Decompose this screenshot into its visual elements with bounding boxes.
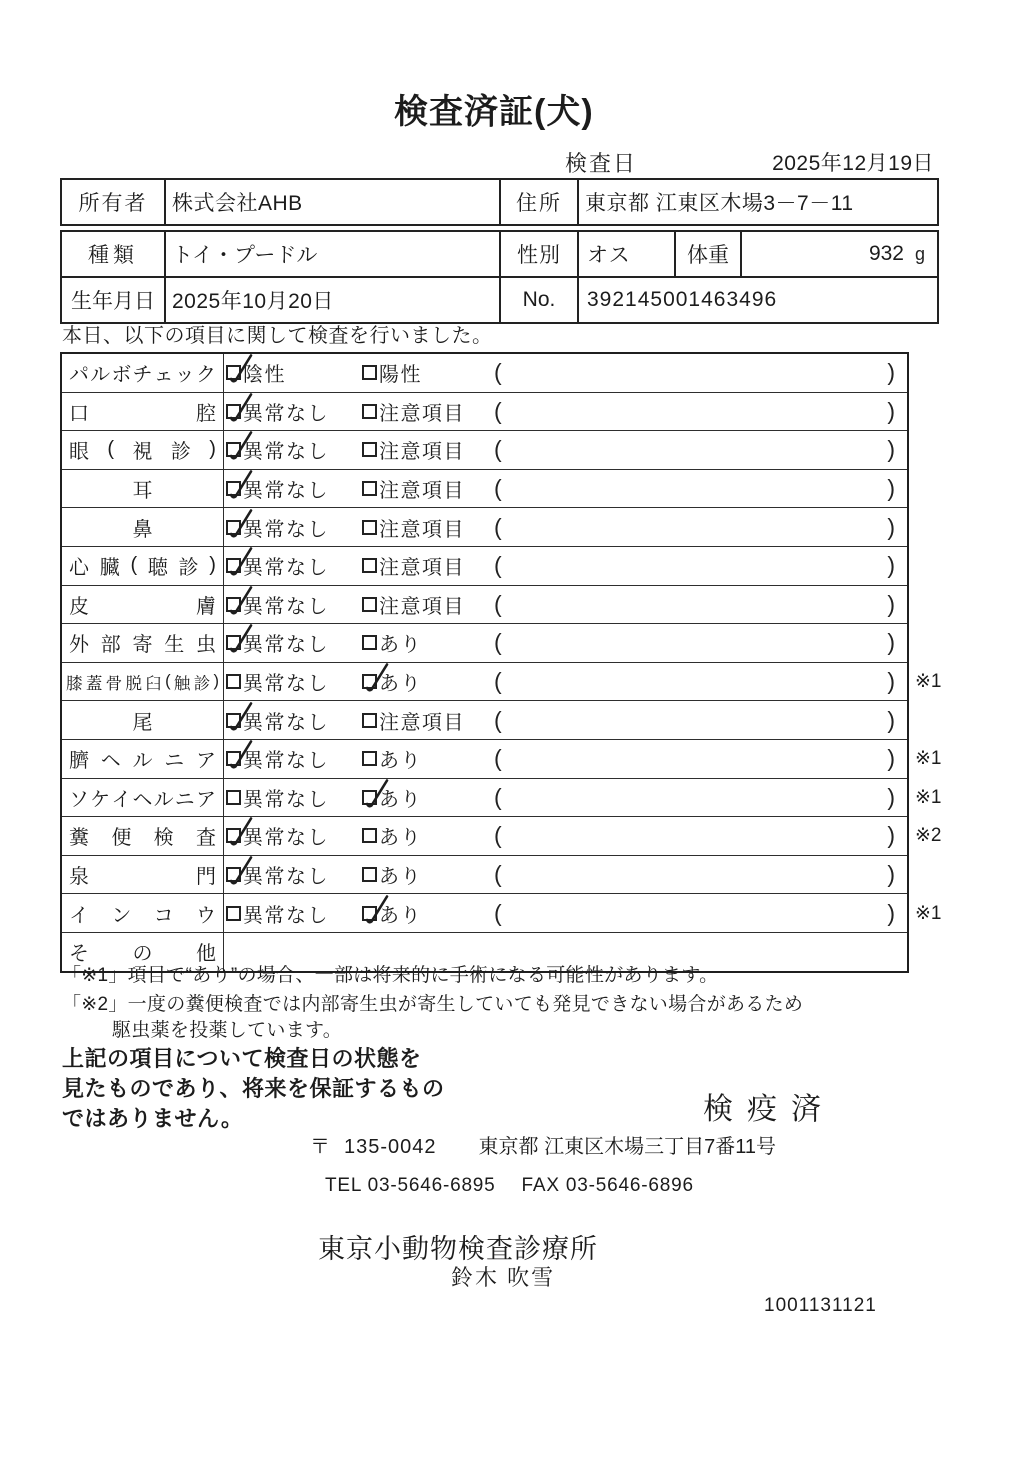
item-label-char: 眼 — [69, 441, 89, 464]
item-label-char: 視 — [132, 441, 153, 464]
option-2-label: あり — [379, 827, 422, 850]
checked-checkbox — [226, 558, 241, 573]
item-label — [62, 431, 224, 469]
item-label-char: そ — [69, 943, 89, 966]
option-2 — [362, 393, 465, 431]
item-label-char: 口 — [69, 402, 89, 425]
inspection-row — [62, 469, 907, 508]
note-paren-open: ( — [494, 590, 502, 617]
checked-checkbox — [362, 674, 377, 689]
item-label-char: 膝 — [66, 674, 83, 693]
option-1 — [226, 701, 329, 739]
reference-mark: ※1 — [915, 671, 942, 693]
item-label-char: チ — [132, 364, 153, 387]
inspection-row — [62, 354, 907, 392]
breed-label: 種類 — [88, 244, 138, 267]
checked-checkbox — [226, 828, 241, 843]
no-value: 392145001463496 — [577, 278, 937, 322]
clinic-telfax-line — [325, 1175, 694, 1197]
item-label-char: ) — [209, 554, 216, 577]
item-label-char: ( — [165, 672, 171, 691]
inspection-row — [62, 700, 907, 739]
item-label-char: ソ — [69, 788, 89, 811]
option-1-label: 異常なし — [243, 673, 329, 696]
empty-checkbox — [362, 867, 377, 882]
note-paren-close: ) — [887, 552, 895, 579]
item-label-char: ニ — [174, 788, 195, 811]
item-label — [62, 508, 224, 546]
checked-checkbox — [226, 404, 241, 419]
item-label — [62, 624, 224, 662]
inspection-row — [62, 623, 907, 662]
item-label-char: ヘ — [100, 750, 121, 773]
item-label-char: 診 — [193, 674, 211, 693]
page-title: 検査済証(犬) — [394, 93, 594, 131]
item-label-char: 膚 — [196, 595, 216, 618]
option-2 — [362, 431, 465, 469]
sex-label: 性別 — [499, 232, 577, 276]
inspection-row — [62, 893, 942, 932]
note-value — [517, 779, 877, 817]
option-1 — [226, 817, 329, 855]
option-1 — [226, 856, 329, 894]
item-label-char: ッ — [174, 364, 195, 387]
owner-name: 株式会社AHB — [164, 180, 499, 224]
option-1-label: 異常なし — [243, 750, 329, 773]
empty-checkbox — [226, 906, 241, 921]
clinic-tel: TEL 03-5646-6895 — [325, 1175, 496, 1196]
note-value — [517, 817, 877, 855]
item-label-char: 寄 — [132, 634, 153, 657]
item-label-char: 臼 — [145, 674, 162, 693]
inspection-row — [62, 739, 942, 778]
item-label-char: 糞 — [69, 827, 89, 850]
note-value — [517, 508, 877, 546]
item-label — [62, 470, 224, 508]
inspection-row — [62, 855, 907, 894]
empty-checkbox — [362, 365, 377, 380]
option-1 — [226, 663, 329, 701]
note-paren-open: ( — [494, 899, 502, 926]
pet-birth-row — [62, 278, 937, 322]
option-1-label: 異常なし — [243, 518, 329, 541]
note-paren-open: ( — [494, 783, 502, 810]
note-paren-open: ( — [494, 397, 502, 424]
option-1-label: 異常なし — [243, 711, 329, 734]
note-paren-open: ( — [494, 552, 502, 579]
option-1-label: 異常なし — [243, 441, 329, 464]
note-paren-close: ) — [887, 783, 895, 810]
option-1-label: 異常なし — [243, 634, 329, 657]
pet-breed-row — [62, 232, 937, 278]
item-label — [62, 779, 224, 817]
option-2-label: あり — [379, 634, 422, 657]
item-label-char: 部 — [100, 634, 121, 657]
note-paren-close: ) — [887, 513, 895, 540]
examiner-name: 鈴木 吹雪 — [451, 1265, 556, 1290]
item-label — [62, 894, 224, 932]
note-value — [517, 663, 877, 701]
empty-checkbox — [362, 558, 377, 573]
clinic-name: 東京小動物検査診療所 — [318, 1234, 598, 1264]
note-paren-close: ) — [887, 590, 895, 617]
item-label — [62, 701, 224, 739]
option-1-label: 異常なし — [243, 827, 329, 850]
note-paren-close: ) — [887, 899, 895, 926]
weight-number: 932 — [868, 242, 904, 265]
option-1-label: 異常なし — [243, 480, 329, 503]
item-label-char: 耳 — [132, 480, 153, 503]
option-2-label: あり — [379, 750, 422, 773]
item-label-char: 臍 — [69, 750, 89, 773]
item-label-char: ル — [90, 364, 111, 387]
note-paren-close: ) — [887, 822, 895, 849]
empty-checkbox — [362, 828, 377, 843]
empty-checkbox — [362, 520, 377, 535]
option-1-label: 陰性 — [243, 364, 286, 387]
option-1 — [226, 779, 329, 817]
inspection-row — [62, 546, 907, 585]
item-label-char: 皮 — [69, 595, 89, 618]
checked-checkbox — [226, 751, 241, 766]
item-label — [62, 393, 224, 431]
checked-checkbox — [362, 790, 377, 805]
note-paren-close: ) — [887, 861, 895, 888]
inspection-date-label: 検査日 — [565, 151, 638, 176]
item-label-char: 鼻 — [132, 518, 153, 541]
empty-checkbox — [362, 597, 377, 612]
empty-checkbox — [362, 751, 377, 766]
note-paren-close: ) — [887, 397, 895, 424]
footnote-1: 「※1」項目で“あり”の場合、一部は将来的に手術になる可能性があります。 — [62, 965, 719, 986]
weight-value — [740, 232, 937, 276]
note-paren-open: ( — [494, 861, 502, 888]
birth-value: 2025年10月20日 — [164, 278, 499, 322]
note-paren-open: ( — [494, 475, 502, 502]
clinic-address: 東京都 江東区木場三丁目7番11号 — [478, 1136, 776, 1158]
option-1-label: 異常なし — [243, 904, 329, 927]
inspection-row — [62, 662, 942, 701]
footnote-2: 「※2」一度の糞便検査では内部寄生虫が寄生していても発見できない場合があるため — [62, 994, 804, 1015]
item-label-char: 外 — [69, 634, 89, 657]
option-2 — [362, 586, 465, 624]
option-2-label: 注意項目 — [379, 518, 465, 541]
footnote-2-continued: 駆虫薬を投薬しています。 — [112, 1020, 343, 1041]
option-2 — [362, 701, 465, 739]
note-paren-close: ) — [887, 706, 895, 733]
item-label — [62, 354, 224, 392]
option-2-label: あり — [379, 788, 422, 811]
option-1-label: 異常なし — [243, 402, 329, 425]
note-value — [517, 431, 877, 469]
postal-mark: 〒 — [310, 1136, 330, 1158]
note-paren-close: ) — [887, 359, 895, 386]
option-2 — [362, 740, 422, 778]
inspection-row — [62, 585, 907, 624]
birth-label: 生年月日 — [71, 290, 155, 313]
note-value — [517, 701, 877, 739]
sex-value: オス — [577, 232, 674, 276]
note-value — [517, 740, 877, 778]
item-label-char: 他 — [196, 943, 216, 966]
option-1-label: 異常なし — [243, 866, 329, 889]
item-label — [62, 663, 224, 701]
note-paren-open: ( — [494, 668, 502, 695]
empty-checkbox — [362, 481, 377, 496]
item-label-char: ル — [132, 750, 153, 773]
option-2 — [362, 470, 465, 508]
note-value — [517, 586, 877, 624]
checked-checkbox — [226, 481, 241, 496]
item-label-char: ア — [196, 750, 216, 773]
option-2-label: あり — [379, 866, 422, 889]
option-1 — [226, 354, 286, 392]
inspection-table — [60, 352, 942, 973]
disclaimer-text — [62, 1044, 445, 1134]
inspection-row — [62, 392, 907, 431]
pet-table — [60, 230, 939, 324]
inspection-date-value: 2025年12月19日 — [772, 152, 934, 175]
note-paren-close: ) — [887, 629, 895, 656]
option-2 — [362, 817, 422, 855]
note-value — [517, 856, 877, 894]
item-label-char: 聴 — [147, 557, 168, 580]
option-2 — [362, 508, 465, 546]
item-label-char: 脱 — [125, 674, 142, 693]
option-2 — [362, 547, 465, 585]
owner-address: 東京都 江東区木場3－7－11 — [577, 180, 937, 224]
item-label-char: 生 — [164, 634, 185, 657]
item-label-char: 尾 — [132, 711, 153, 734]
item-label-char: 検 — [153, 827, 174, 850]
item-label-char: 便 — [111, 827, 132, 850]
item-label-char: 診 — [178, 557, 199, 580]
checked-checkbox — [362, 906, 377, 921]
item-label-char: 診 — [170, 441, 191, 464]
item-label-char: 腔 — [196, 402, 216, 425]
inspection-row — [62, 816, 942, 855]
item-label-char: イ — [69, 904, 89, 927]
document-code: 1001131121 — [764, 1295, 877, 1316]
checked-checkbox — [226, 867, 241, 882]
option-1 — [226, 470, 329, 508]
owner-label: 所有者 — [78, 192, 148, 215]
note-paren-open: ( — [494, 629, 502, 656]
item-label-char: ア — [195, 788, 216, 811]
note-value — [517, 624, 877, 662]
option-1-label: 異常なし — [243, 788, 329, 811]
empty-checkbox — [226, 674, 241, 689]
weight-label: 体重 — [674, 232, 740, 276]
note-paren-close: ) — [887, 668, 895, 695]
note-paren-open: ( — [494, 745, 502, 772]
note-paren-open: ( — [494, 359, 502, 386]
option-2-label: 注意項目 — [379, 595, 465, 618]
option-2-label: 注意項目 — [379, 711, 465, 734]
option-1 — [226, 624, 329, 662]
quarantine-stamp: 検疫済 — [703, 1093, 835, 1126]
note-paren-open: ( — [494, 706, 502, 733]
option-2-label: 陽性 — [379, 364, 422, 387]
note-paren-open: ( — [494, 513, 502, 540]
reference-mark: ※1 — [915, 748, 942, 770]
note-value — [517, 894, 877, 932]
note-paren-open: ( — [494, 436, 502, 463]
option-2 — [362, 779, 422, 817]
item-label — [62, 817, 224, 855]
empty-checkbox — [362, 442, 377, 457]
owner-address-label: 住所 — [499, 180, 577, 224]
reference-mark: ※1 — [915, 786, 942, 808]
note-paren-open: ( — [494, 822, 502, 849]
item-label-char: ヘ — [132, 788, 153, 811]
option-1 — [226, 894, 329, 932]
item-label-char: ケ — [90, 788, 111, 811]
option-2-label: 注意項目 — [379, 441, 465, 464]
note-value — [517, 354, 877, 392]
item-label-char: ( — [107, 438, 115, 461]
option-1-label: 異常なし — [243, 557, 329, 580]
item-label-char: イ — [111, 788, 132, 811]
disclaimer-line-3: ではありません。 — [62, 1106, 244, 1131]
item-label-char: 骨 — [105, 674, 123, 693]
option-2-label: 注意項目 — [379, 402, 465, 425]
weight-unit: g — [914, 243, 925, 264]
empty-checkbox — [362, 713, 377, 728]
item-label-char: コ — [153, 904, 174, 927]
disclaimer-line-2: 見たものであり、将来を保証するもの — [62, 1076, 445, 1101]
note-paren-close: ) — [887, 475, 895, 502]
option-2-label: あり — [379, 904, 422, 927]
note-value — [517, 470, 877, 508]
item-label-char: ) — [213, 672, 219, 691]
item-label-char: 蓋 — [85, 674, 103, 693]
item-label-char: 虫 — [196, 634, 216, 657]
item-label — [62, 856, 224, 894]
note-value — [517, 393, 877, 431]
reference-mark: ※1 — [915, 902, 942, 924]
checked-checkbox — [226, 365, 241, 380]
note-paren-close: ) — [887, 436, 895, 463]
empty-checkbox — [226, 790, 241, 805]
empty-checkbox — [362, 404, 377, 419]
option-2 — [362, 354, 422, 392]
note-value — [517, 547, 877, 585]
option-1 — [226, 431, 329, 469]
option-2-label: 注意項目 — [379, 480, 465, 503]
checked-checkbox — [226, 713, 241, 728]
item-label-char: 門 — [196, 866, 216, 889]
option-1 — [226, 740, 329, 778]
inspection-row — [62, 778, 942, 817]
option-1-label: 異常なし — [243, 595, 329, 618]
option-2-label: 注意項目 — [379, 557, 465, 580]
checked-checkbox — [226, 597, 241, 612]
item-label-char: ル — [153, 788, 174, 811]
option-2 — [362, 856, 422, 894]
option-2 — [362, 663, 422, 701]
item-label-char: 心 — [69, 557, 89, 580]
item-label-char: ェ — [153, 364, 174, 387]
owner-table — [60, 178, 939, 226]
clinic-fax: FAX 03-5646-6896 — [521, 1175, 694, 1196]
empty-checkbox — [362, 635, 377, 650]
item-label-char: 臓 — [99, 557, 120, 580]
checked-checkbox — [226, 520, 241, 535]
item-label-char: 触 — [173, 674, 191, 693]
option-1 — [226, 393, 329, 431]
item-label-char: ( — [130, 554, 138, 577]
inspection-row — [62, 430, 907, 469]
item-label — [62, 547, 224, 585]
item-label-char: ン — [111, 904, 132, 927]
item-label-char: ク — [195, 364, 216, 387]
option-1 — [226, 547, 329, 585]
clinic-postal-line — [310, 1130, 776, 1159]
item-label — [62, 740, 224, 778]
option-1 — [226, 586, 329, 624]
item-label-char: ボ — [111, 364, 132, 387]
intro-text: 本日、以下の項目に関して検査を行いました。 — [62, 325, 493, 347]
item-label-char: ニ — [164, 750, 185, 773]
item-label — [62, 586, 224, 624]
postal-code: 135-0042 — [344, 1136, 437, 1158]
item-label-char: 査 — [195, 827, 216, 850]
option-2 — [362, 894, 422, 932]
disclaimer-line-1: 上記の項目について検査日の状態を — [62, 1046, 422, 1071]
option-2-label: あり — [379, 673, 422, 696]
checked-checkbox — [226, 635, 241, 650]
option-2 — [362, 624, 422, 662]
inspection-row — [62, 507, 907, 546]
checked-checkbox — [226, 442, 241, 457]
no-label: No. — [499, 278, 577, 322]
item-label-char: パ — [69, 364, 89, 387]
item-label-char: の — [132, 943, 153, 966]
item-label-char: ウ — [195, 904, 216, 927]
breed-value: トイ・プードル — [164, 232, 499, 276]
note-paren-close: ) — [887, 745, 895, 772]
reference-mark: ※2 — [915, 825, 942, 847]
item-label-char: 泉 — [69, 866, 89, 889]
item-label-char: ) — [209, 438, 216, 461]
option-1 — [226, 508, 329, 546]
